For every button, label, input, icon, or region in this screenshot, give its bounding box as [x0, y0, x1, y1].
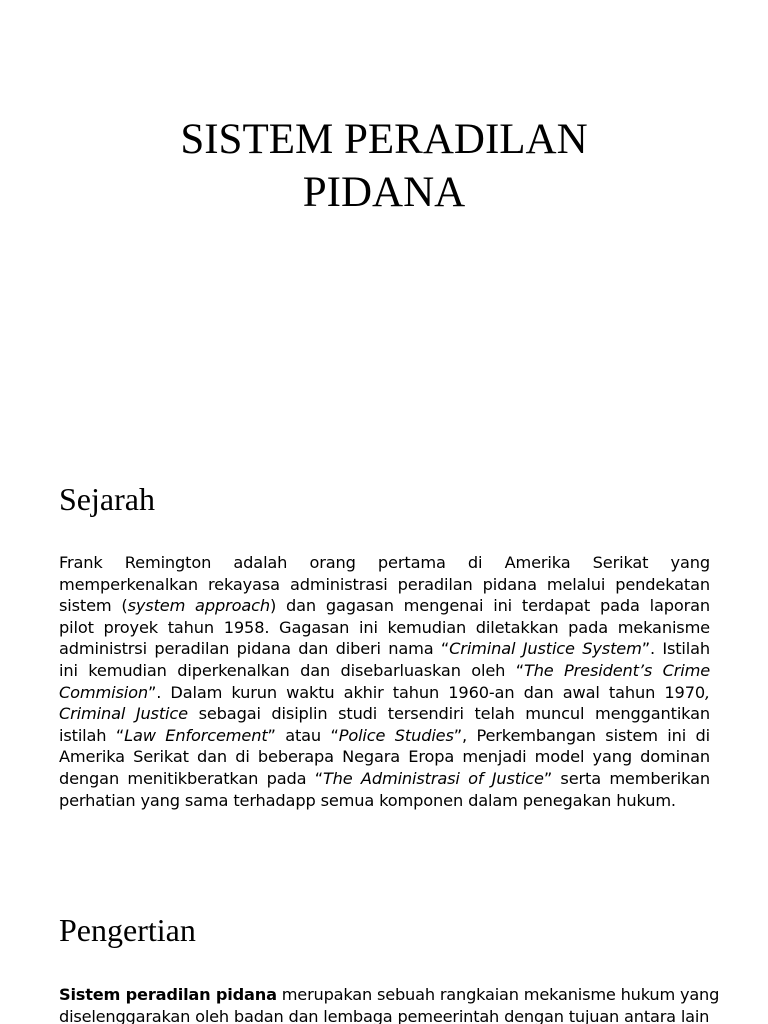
italic-text: The Administrasi of Justice: [322, 768, 544, 788]
paragraph-line: [59, 790, 710, 812]
text-run: ” serta memberikan: [543, 768, 710, 788]
paragraph-line: [59, 703, 710, 725]
paragraph-line: [59, 617, 710, 639]
text-run: ”. Dalam kurun waktu akhir tahun 1960-an dan awal tahun 1970: [148, 682, 705, 702]
paragraph-sejarah: [59, 552, 710, 811]
paragraph-line: [59, 746, 710, 768]
text-run: diselenggarakan oleh badan dan lembaga pemeerintah dengan tujuan antara lain: [59, 1006, 710, 1024]
text-run: ”, Perkembangan sistem ini di: [453, 725, 710, 745]
text-run: sistem (: [59, 596, 128, 616]
italic-text: Criminal Justice System: [449, 639, 642, 659]
text-run: perhatian yang sama terhadapp semua komponen dalam penegakan hukum.: [59, 790, 676, 810]
text-run: Frank Remington adalah orang pertama di Amerika Serikat yang: [59, 553, 710, 572]
paragraph-line: [59, 595, 710, 617]
text-run: sebagai disiplin studi tersendiri telah muncul menggantikan: [187, 704, 710, 724]
paragraph-line: [59, 768, 710, 790]
text-run: memperkenalkan rekayasa administrasi peradilan pidana melalui pendekatan: [59, 574, 710, 594]
section-heading-pengertian: Pengertian: [59, 912, 196, 948]
paragraph-line: [59, 638, 710, 660]
text-run: ini kemudian diperkenalkan dan disebarluaskan oleh “: [59, 660, 524, 680]
text-run: administrsi peradilan pidana dan diberi nama “: [59, 639, 450, 659]
italic-text: ,: [705, 682, 710, 702]
title-line-2: PIDANA: [302, 169, 466, 216]
text-run: pilot proyek tahun 1958. Gagasan ini kemudian diletakkan pada mekanisme: [59, 617, 710, 637]
section-heading-sejarah: Sejarah: [59, 481, 155, 517]
paragraph-line: [59, 984, 720, 1006]
paragraph-line: [59, 682, 710, 704]
text-run: Amerika Serikat dan di beberapa Negara Eropa menjadi model yang dominan: [59, 747, 710, 767]
italic-text: The President’s Crime: [523, 660, 710, 680]
text-run: merupakan sebuah rangkaian mekanisme hukum yang: [276, 985, 720, 1004]
text-run: dengan menitikberatkan pada “: [59, 768, 323, 788]
italic-text: Criminal Justice: [59, 704, 188, 724]
italic-text: Commision: [59, 682, 148, 702]
italic-text: system approach: [127, 596, 270, 616]
paragraph-line: [59, 552, 710, 574]
paragraph-line: [59, 660, 710, 682]
italic-text: Law Enforcement: [124, 725, 268, 745]
text-run: ”. Istilah: [641, 639, 710, 659]
text-run: ) dan gagasan mengenai ini terdapat pada laporan: [269, 596, 710, 616]
text-run: istilah “: [59, 725, 125, 745]
paragraph-line: [59, 574, 710, 596]
paragraph-line: [59, 1006, 710, 1024]
bold-text: Sistem peradilan pidana: [59, 985, 277, 1004]
title-line-1: SISTEM PERADILAN: [180, 116, 588, 163]
text-run: ” atau “: [267, 725, 339, 745]
paragraph-pengertian: [59, 984, 720, 1024]
paragraph-line: [59, 725, 710, 747]
italic-text: Police Studies: [338, 725, 454, 745]
document-title: [0, 113, 768, 219]
